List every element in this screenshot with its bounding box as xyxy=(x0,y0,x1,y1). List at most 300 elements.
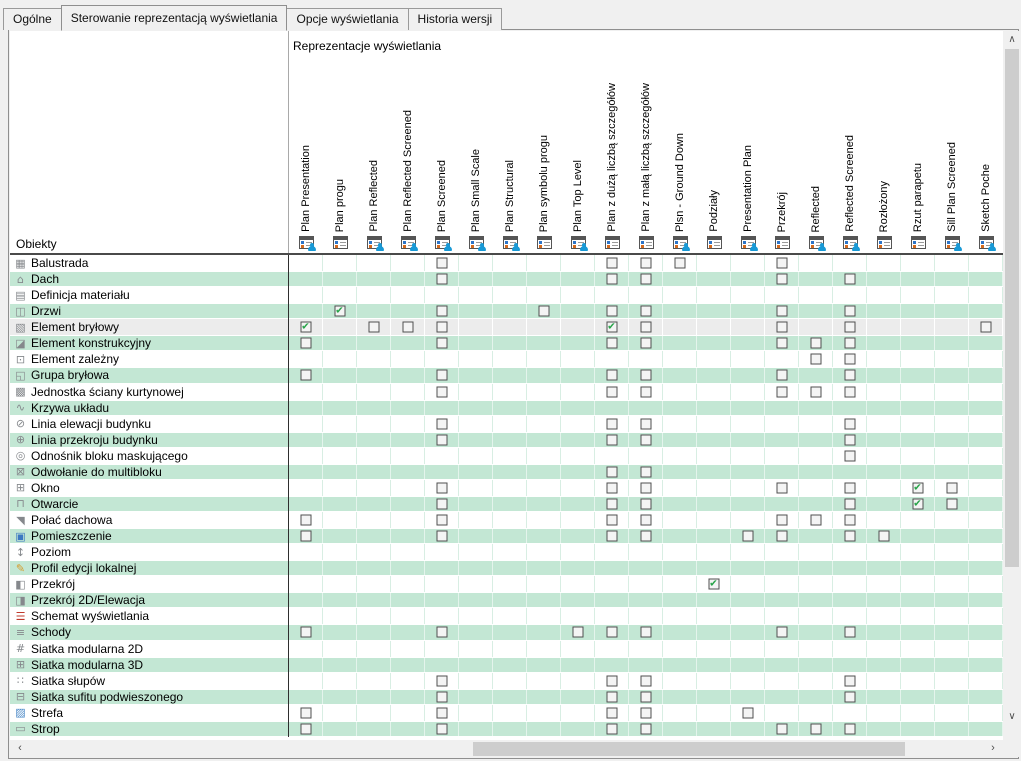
checkbox-linia-przekroju-budynku-plan-z-du-liczb-szczeg-w[interactable] xyxy=(606,434,617,445)
matrix-cell xyxy=(765,319,799,335)
checkbox-grupa-bry-owa-plan-z-du-liczb-szczeg-w[interactable] xyxy=(606,370,617,381)
checkbox-siatka-s-up-w-plan-z-du-liczb-szczeg-w[interactable] xyxy=(606,675,617,686)
matrix-cell xyxy=(969,416,1003,432)
checkbox-strop-przekr-j[interactable] xyxy=(776,723,787,734)
matrix-cell xyxy=(935,448,969,464)
matrix-cell xyxy=(799,544,833,560)
matrix-cell xyxy=(697,528,731,544)
matrix-cell xyxy=(527,560,561,576)
row-label-poziom[interactable] xyxy=(10,544,289,560)
checkbox-pomieszczenie-reflected-screened[interactable] xyxy=(844,531,855,542)
column-header-plan-structural[interactable] xyxy=(493,55,527,253)
definicja-materialu-icon: ▤ xyxy=(15,288,26,302)
checkbox-po-a-dachowa-plan-z-ma-liczb-szczeg-w[interactable] xyxy=(640,515,651,526)
matrix-cell xyxy=(289,416,323,432)
matrix-cell xyxy=(493,657,527,673)
checkbox-strop-plan-z-ma-liczb-szczeg-w[interactable] xyxy=(640,723,651,734)
checkbox-schody-plan-presentation[interactable] xyxy=(300,627,311,638)
matrix-cell xyxy=(867,624,901,640)
column-header-przekr-j[interactable] xyxy=(765,55,799,253)
checkbox-element-bry-owy-sketch-poche[interactable] xyxy=(980,322,991,333)
matrix-cell xyxy=(561,689,595,705)
tab-sterowanie-reprezentacj-wy-wietlania[interactable]: Sterowanie reprezentacją wyświetlania xyxy=(61,5,288,31)
checkbox-otwarcie-sill-plan-screened[interactable] xyxy=(946,498,957,509)
column-header-plan-z-du-liczb-szczeg-w[interactable] xyxy=(595,55,629,253)
checkbox-linia-przekroju-budynku-reflected-screened[interactable] xyxy=(844,434,855,445)
row-label-strop[interactable] xyxy=(10,721,289,737)
checkbox-element-konstrukcyjny-przekr-j[interactable] xyxy=(776,338,787,349)
checkbox-siatka-sufitu-podwieszonego-plan-screened[interactable] xyxy=(436,691,447,702)
row-label-definicja-materia-u[interactable] xyxy=(10,287,289,303)
matrix-cell xyxy=(901,641,935,657)
checkbox-pomieszczenie-plan-z-du-liczb-szczeg-w[interactable] xyxy=(606,531,617,542)
checkbox-odno-nik-bloku-maskuj-cego-reflected-screened[interactable] xyxy=(844,450,855,461)
matrix-cell xyxy=(697,416,731,432)
checkbox-grupa-bry-owa-plan-z-ma-liczb-szczeg-w[interactable] xyxy=(640,370,651,381)
row-label-element-bry-owy[interactable] xyxy=(10,319,289,335)
checkbox-element-konstrukcyjny-reflected-screened[interactable] xyxy=(844,338,855,349)
checkbox-drzwi-plan-symbolu-progu[interactable] xyxy=(538,306,549,317)
columns-header-zone xyxy=(289,31,1003,253)
row-label-odwo-anie-do-multibloku[interactable] xyxy=(10,464,289,480)
checkbox-balustrada-plan-z-ma-liczb-szczeg-w[interactable] xyxy=(640,258,651,269)
checkbox-strefa-plan-z-ma-liczb-szczeg-w[interactable] xyxy=(640,707,651,718)
matrix-cell xyxy=(799,608,833,624)
matrix-cell xyxy=(323,512,357,528)
matrix-cell xyxy=(935,287,969,303)
matrix-cell xyxy=(935,351,969,367)
matrix-cell xyxy=(799,560,833,576)
row-label-linia-elewacji-budynku[interactable] xyxy=(10,416,289,432)
column-header-plan-z-ma-liczb-szczeg-w[interactable] xyxy=(629,55,663,253)
checkbox-element-bry-owy-plan-z-du-liczb-szczeg-w[interactable]: ✔ xyxy=(607,321,616,333)
column-header-plan-small-scale[interactable] xyxy=(459,55,493,253)
checkbox-element-konstrukcyjny-plan-z-du-liczb-szczeg-w[interactable] xyxy=(606,338,617,349)
matrix-cell xyxy=(935,335,969,351)
column-header-plan-reflected[interactable] xyxy=(357,55,391,253)
row-label-strefa[interactable] xyxy=(10,705,289,721)
matrix-cell xyxy=(935,496,969,512)
matrix-cell xyxy=(969,496,1003,512)
matrix-cell xyxy=(629,448,663,464)
column-header-podzia-y[interactable] xyxy=(697,55,731,253)
scroll-left-icon[interactable]: ‹ xyxy=(18,742,22,754)
matrix-cell xyxy=(391,255,425,271)
checkbox-po-a-dachowa-przekr-j[interactable] xyxy=(776,515,787,526)
matrix-cell xyxy=(901,657,935,673)
balustrada-icon: ▦ xyxy=(15,256,26,270)
matrix-cell xyxy=(867,319,901,335)
checkbox-schody-plan-z-ma-liczb-szczeg-w[interactable] xyxy=(640,627,651,638)
checkbox-okno-plan-z-ma-liczb-szczeg-w[interactable] xyxy=(640,482,651,493)
matrix-cell xyxy=(357,496,391,512)
matrix-cell xyxy=(289,384,323,400)
checkbox-strop-reflected-screened[interactable] xyxy=(844,723,855,734)
checkbox-otwarcie-plan-screened[interactable] xyxy=(436,498,447,509)
matrix-cell xyxy=(289,496,323,512)
checkbox-linia-przekroju-budynku-plan-screened[interactable] xyxy=(436,434,447,445)
matrix-cell xyxy=(663,576,697,592)
matrix-cell xyxy=(867,303,901,319)
table-row-jednostka-ciany-kurtynowej xyxy=(10,384,1003,400)
matrix-cell xyxy=(493,335,527,351)
column-header-plan-progu[interactable] xyxy=(323,55,357,253)
checkbox-strefa-plan-presentation[interactable] xyxy=(300,707,311,718)
checkbox-drzwi-przekr-j[interactable] xyxy=(776,306,787,317)
matrix-cell xyxy=(629,255,663,271)
checkbox-siatka-sufitu-podwieszonego-plan-z-du-liczb-szczeg-w[interactable] xyxy=(606,691,617,702)
checkbox-linia-przekroju-budynku-plan-z-ma-liczb-szczeg-w[interactable] xyxy=(640,434,651,445)
row-label-jednostka-ciany-kurtynowej[interactable] xyxy=(10,384,289,400)
matrix-cell xyxy=(969,544,1003,560)
checkbox-drzwi-plan-z-du-liczb-szczeg-w[interactable] xyxy=(606,306,617,317)
column-header-roz-o-ony[interactable] xyxy=(867,55,901,253)
row-label-element-konstrukcyjny[interactable] xyxy=(10,335,289,351)
column-header-plan-screened[interactable] xyxy=(425,55,459,253)
column-header-presentation-plan[interactable] xyxy=(731,55,765,253)
checkbox-odwo-anie-do-multibloku-plan-z-ma-liczb-szczeg-w[interactable] xyxy=(640,466,651,477)
vertical-scrollbar[interactable] xyxy=(1004,31,1020,741)
checkbox-grupa-bry-owa-reflected-screened[interactable] xyxy=(844,370,855,381)
checkbox-po-a-dachowa-plan-presentation[interactable] xyxy=(300,515,311,526)
column-label: Rzut parapetu xyxy=(912,162,924,232)
checkbox-element-konstrukcyjny-reflected[interactable] xyxy=(810,338,821,349)
column-header-plan-top-level[interactable] xyxy=(561,55,595,253)
matrix-cell xyxy=(391,335,425,351)
checkbox-dach-reflected-screened[interactable] xyxy=(844,274,855,285)
checkbox-strop-plan-z-du-liczb-szczeg-w[interactable] xyxy=(606,723,617,734)
matrix-cell xyxy=(799,255,833,271)
column-header-reflected-screened[interactable] xyxy=(833,55,867,253)
tab-opcje-wy-wietlania[interactable]: Opcje wyświetlania xyxy=(286,8,408,30)
checkbox-balustrada-plan-z-du-liczb-szczeg-w[interactable] xyxy=(606,258,617,269)
row-label-dach[interactable] xyxy=(10,271,289,287)
checkbox-grupa-bry-owa-plan-presentation[interactable] xyxy=(300,370,311,381)
table-row-otwarcie xyxy=(10,496,1003,512)
matrix-cell xyxy=(595,528,629,544)
checkbox-element-zale-ny-reflected[interactable] xyxy=(810,354,821,365)
matrix-cell xyxy=(731,528,765,544)
checkbox-otwarcie-reflected-screened[interactable] xyxy=(844,498,855,509)
matrix-cell xyxy=(289,592,323,608)
checkbox-jednostka-ciany-kurtynowej-plan-z-du-liczb-szczeg-w[interactable] xyxy=(606,386,617,397)
checkbox-siatka-s-up-w-reflected-screened[interactable] xyxy=(844,675,855,686)
row-label-schemat-wy-wietlania[interactable] xyxy=(10,608,289,624)
matrix-cell xyxy=(765,255,799,271)
matrix-cell xyxy=(459,255,493,271)
checkbox-pomieszczenie-plan-screened[interactable] xyxy=(436,531,447,542)
checkbox-po-a-dachowa-reflected[interactable] xyxy=(810,515,821,526)
table-row-drzwi xyxy=(10,303,1003,319)
matrix-cell xyxy=(527,400,561,416)
row-label-okno[interactable] xyxy=(10,480,289,496)
checkbox-schody-plan-top-level[interactable] xyxy=(572,627,583,638)
checkbox-pomieszczenie-plan-presentation[interactable] xyxy=(300,531,311,542)
matrix-cell xyxy=(697,287,731,303)
row-label-text: Siatka modularna 3D xyxy=(31,657,144,672)
matrix-cell xyxy=(493,544,527,560)
matrix-cell xyxy=(969,673,1003,689)
matrix-cell xyxy=(561,721,595,737)
checkbox-otwarcie-plan-z-ma-liczb-szczeg-w[interactable] xyxy=(640,498,651,509)
checkbox-element-bry-owy-plan-z-ma-liczb-szczeg-w[interactable] xyxy=(640,322,651,333)
matrix-cell xyxy=(901,496,935,512)
row-label-siatka-modularna-2d[interactable] xyxy=(10,641,289,657)
row-label-siatka-s-up-w[interactable] xyxy=(10,673,289,689)
matrix-cell xyxy=(901,673,935,689)
matrix-cell xyxy=(459,464,493,480)
checkbox-okno-rzut-parapetu[interactable]: ✔ xyxy=(913,482,922,494)
checkbox-element-zale-ny-reflected-screened[interactable] xyxy=(844,354,855,365)
matrix-cell xyxy=(901,721,935,737)
checkbox-okno-sill-plan-screened[interactable] xyxy=(946,482,957,493)
scroll-down-icon[interactable]: ∨ xyxy=(1008,711,1016,722)
row-label-element-zale-ny[interactable] xyxy=(10,351,289,367)
matrix-cell xyxy=(391,657,425,673)
przekroj-2d-elewacja-icon: ◨ xyxy=(15,593,26,607)
row-label-przekr-j-2d-elewacja[interactable] xyxy=(10,592,289,608)
matrix-cell xyxy=(629,560,663,576)
checkbox-strefa-plan-screened[interactable] xyxy=(436,707,447,718)
matrix-cell xyxy=(357,641,391,657)
checkbox-dach-plan-screened[interactable] xyxy=(436,274,447,285)
matrix-cell xyxy=(731,271,765,287)
checkbox-drzwi-reflected-screened[interactable] xyxy=(844,306,855,317)
checkbox-grupa-bry-owa-przekr-j[interactable] xyxy=(776,370,787,381)
checkbox-balustrada-plsn-ground-down[interactable] xyxy=(674,258,685,269)
horizontal-scrollbar[interactable] xyxy=(10,741,1003,757)
matrix-cell xyxy=(391,287,425,303)
matrix-cell xyxy=(323,432,357,448)
checkbox-balustrada-plan-screened[interactable] xyxy=(436,258,447,269)
checkbox-drzwi-plan-z-ma-liczb-szczeg-w[interactable] xyxy=(640,306,651,317)
matrix-cell xyxy=(833,303,867,319)
matrix-cell xyxy=(765,271,799,287)
matrix-cell xyxy=(799,351,833,367)
matrix-cell xyxy=(629,608,663,624)
row-label-grupa-bry-owa[interactable] xyxy=(10,367,289,383)
checkbox-siatka-sufitu-podwieszonego-plan-z-ma-liczb-szczeg-w[interactable] xyxy=(640,691,651,702)
column-header-plan-symbolu-progu[interactable] xyxy=(527,55,561,253)
checkbox-element-bry-owy-plan-screened[interactable] xyxy=(436,322,447,333)
matrix-cell xyxy=(289,624,323,640)
checkbox-strefa-plan-z-du-liczb-szczeg-w[interactable] xyxy=(606,707,617,718)
matrix-cell xyxy=(867,528,901,544)
column-header-sill-plan-screened[interactable] xyxy=(935,55,969,253)
checkbox-element-konstrukcyjny-plan-z-ma-liczb-szczeg-w[interactable] xyxy=(640,338,651,349)
row-label-text: Element zależny xyxy=(31,352,120,367)
matrix-cell xyxy=(595,705,629,721)
checkbox-pomieszczenie-roz-o-ony[interactable] xyxy=(878,531,889,542)
matrix-cell xyxy=(391,721,425,737)
row-label-otwarcie[interactable] xyxy=(10,496,289,512)
scroll-up-icon[interactable]: ∧ xyxy=(1008,34,1016,45)
checkbox-schody-przekr-j[interactable] xyxy=(776,627,787,638)
checkbox-jednostka-ciany-kurtynowej-reflected-screened[interactable] xyxy=(844,386,855,397)
matrix-cell xyxy=(357,624,391,640)
matrix-cell xyxy=(765,641,799,657)
matrix-cell xyxy=(629,673,663,689)
checkbox-linia-elewacji-budynku-reflected-screened[interactable] xyxy=(844,418,855,429)
matrix-cell xyxy=(765,528,799,544)
matrix-cell xyxy=(561,303,595,319)
pomieszczenie-icon: ▣ xyxy=(15,529,26,543)
table-row-definicja-materia-u xyxy=(10,287,1003,303)
checkbox-linia-elewacji-budynku-plan-screened[interactable] xyxy=(436,418,447,429)
row-label-balustrada[interactable] xyxy=(10,255,289,271)
row-label-odno-nik-bloku-maskuj-cego[interactable] xyxy=(10,448,289,464)
checkbox-schody-plan-screened[interactable] xyxy=(436,627,447,638)
checkbox-element-bry-owy-przekr-j[interactable] xyxy=(776,322,787,333)
checkbox-element-bry-owy-plan-reflected-screened[interactable] xyxy=(402,322,413,333)
checkbox-element-bry-owy-plan-reflected[interactable] xyxy=(368,322,379,333)
checkbox-balustrada-przekr-j[interactable] xyxy=(776,258,787,269)
checkbox-schody-reflected-screened[interactable] xyxy=(844,627,855,638)
checkbox-okno-plan-screened[interactable] xyxy=(436,482,447,493)
column-header-plan-presentation[interactable] xyxy=(289,55,323,253)
matrix-cell xyxy=(561,576,595,592)
odwolanie-do-multibloku-icon: ⊠ xyxy=(15,465,26,479)
checkbox-jednostka-ciany-kurtynowej-plan-screened[interactable] xyxy=(436,386,447,397)
matrix-cell xyxy=(561,464,595,480)
checkbox-jednostka-ciany-kurtynowej-reflected[interactable] xyxy=(810,386,821,397)
row-label-text: Okno xyxy=(31,480,60,495)
column-header-plan-reflected-screened[interactable] xyxy=(391,55,425,253)
row-label-schody[interactable] xyxy=(10,624,289,640)
matrix-cell xyxy=(867,721,901,737)
checkbox-jednostka-ciany-kurtynowej-przekr-j[interactable] xyxy=(776,386,787,397)
matrix-cell xyxy=(323,400,357,416)
row-label-po-a-dachowa[interactable] xyxy=(10,512,289,528)
element-konstrukcyjny-icon: ◪ xyxy=(15,336,26,350)
checkbox-drzwi-plan-screened[interactable] xyxy=(436,306,447,317)
row-label-profil-edycji-lokalnej[interactable] xyxy=(10,560,289,576)
checkbox-przekr-j-podzia-y[interactable]: ✔ xyxy=(709,578,718,590)
matrix-cell xyxy=(731,608,765,624)
matrix-cell xyxy=(595,641,629,657)
checkbox-linia-elewacji-budynku-plan-z-ma-liczb-szczeg-w[interactable] xyxy=(640,418,651,429)
matrix-cell xyxy=(901,480,935,496)
krzywa-ukladu-icon: ∿ xyxy=(15,401,26,415)
checkbox-dach-plan-z-du-liczb-szczeg-w[interactable] xyxy=(606,274,617,285)
checkbox-po-a-dachowa-reflected-screened[interactable] xyxy=(844,515,855,526)
row-label-drzwi[interactable] xyxy=(10,303,289,319)
checkbox-strop-plan-presentation[interactable] xyxy=(300,723,311,734)
matrix-cell xyxy=(833,416,867,432)
matrix-cell xyxy=(595,448,629,464)
matrix-cell xyxy=(969,657,1003,673)
matrix-cell xyxy=(595,576,629,592)
matrix-cell xyxy=(323,351,357,367)
matrix-cell xyxy=(935,689,969,705)
checkbox-schody-plan-z-du-liczb-szczeg-w[interactable] xyxy=(606,627,617,638)
tab-historia-wersji[interactable]: Historia wersji xyxy=(408,8,503,30)
table-row-pomieszczenie xyxy=(10,528,1003,544)
checkbox-strop-plan-screened[interactable] xyxy=(436,723,447,734)
checkbox-odwo-anie-do-multibloku-plan-z-du-liczb-szczeg-w[interactable] xyxy=(606,466,617,477)
matrix-cell xyxy=(731,544,765,560)
checkbox-pomieszczenie-przekr-j[interactable] xyxy=(776,531,787,542)
column-header-plsn-ground-down[interactable] xyxy=(663,55,697,253)
table-row-linia-elewacji-budynku xyxy=(10,416,1003,432)
checkbox-okno-reflected-screened[interactable] xyxy=(844,482,855,493)
checkbox-pomieszczenie-presentation-plan[interactable] xyxy=(742,531,753,542)
checkbox-grupa-bry-owa-plan-screened[interactable] xyxy=(436,370,447,381)
checkbox-po-a-dachowa-plan-screened[interactable] xyxy=(436,515,447,526)
vertical-scrollbar-thumb[interactable] xyxy=(1005,49,1019,567)
matrix-cell xyxy=(493,512,527,528)
checkbox-strop-reflected[interactable] xyxy=(810,723,821,734)
matrix-cell xyxy=(833,624,867,640)
horizontal-scrollbar-thumb[interactable] xyxy=(473,742,905,756)
row-label-text: Siatka słupów xyxy=(31,673,106,688)
row-label-siatka-sufitu-podwieszonego[interactable] xyxy=(10,689,289,705)
tab-og-lne[interactable]: Ogólne xyxy=(3,8,62,30)
matrix-cell xyxy=(425,624,459,640)
checkbox-drzwi-plan-progu[interactable]: ✔ xyxy=(335,305,344,317)
matrix-cell xyxy=(901,560,935,576)
checkbox-siatka-s-up-w-plan-screened[interactable] xyxy=(436,675,447,686)
checkbox-pomieszczenie-plan-z-ma-liczb-szczeg-w[interactable] xyxy=(640,531,651,542)
row-label-text: Odnośnik bloku maskującego xyxy=(31,448,188,463)
column-header-sketch-poche[interactable] xyxy=(969,55,1003,253)
checkbox-element-konstrukcyjny-plan-screened[interactable] xyxy=(436,338,447,349)
scroll-right-icon[interactable]: › xyxy=(991,742,995,754)
matrix-cell xyxy=(833,351,867,367)
checkbox-otwarcie-plan-z-du-liczb-szczeg-w[interactable] xyxy=(606,498,617,509)
checkbox-element-bry-owy-plan-presentation[interactable]: ✔ xyxy=(301,321,310,333)
matrix-cell xyxy=(833,560,867,576)
matrix-cell xyxy=(663,641,697,657)
row-label-przekr-j[interactable] xyxy=(10,576,289,592)
matrix-cell xyxy=(459,367,493,383)
matrix-cell xyxy=(391,641,425,657)
row-label-siatka-modularna-3d[interactable] xyxy=(10,657,289,673)
checkbox-strefa-presentation-plan[interactable] xyxy=(742,707,753,718)
matrix-cell xyxy=(833,641,867,657)
checkbox-otwarcie-rzut-parapetu[interactable]: ✔ xyxy=(913,498,922,510)
checkbox-okno-przekr-j[interactable] xyxy=(776,482,787,493)
matrix-cell xyxy=(425,448,459,464)
checkbox-siatka-s-up-w-plan-z-ma-liczb-szczeg-w[interactable] xyxy=(640,675,651,686)
column-header-reflected[interactable] xyxy=(799,55,833,253)
matrix-cell xyxy=(595,464,629,480)
column-header-rzut-parapetu[interactable] xyxy=(901,55,935,253)
matrix-cell xyxy=(561,335,595,351)
matrix-cell xyxy=(595,721,629,737)
matrix-cell xyxy=(833,271,867,287)
matrix-cell xyxy=(867,673,901,689)
checkbox-element-konstrukcyjny-plan-presentation[interactable] xyxy=(300,338,311,349)
checkbox-dach-plan-z-ma-liczb-szczeg-w[interactable] xyxy=(640,274,651,285)
matrix-cell xyxy=(731,592,765,608)
person-overlay-icon xyxy=(478,243,486,251)
matrix-cell xyxy=(391,432,425,448)
checkbox-dach-przekr-j[interactable] xyxy=(776,274,787,285)
checkbox-linia-elewacji-budynku-plan-z-du-liczb-szczeg-w[interactable] xyxy=(606,418,617,429)
row-label-linia-przekroju-budynku[interactable] xyxy=(10,432,289,448)
row-label-pomieszczenie[interactable] xyxy=(10,528,289,544)
checkbox-jednostka-ciany-kurtynowej-plan-z-ma-liczb-szczeg-w[interactable] xyxy=(640,386,651,397)
row-label-krzywa-uk-adu[interactable] xyxy=(10,400,289,416)
checkbox-po-a-dachowa-plan-z-du-liczb-szczeg-w[interactable] xyxy=(606,515,617,526)
matrix-cell xyxy=(867,657,901,673)
checkbox-okno-plan-z-du-liczb-szczeg-w[interactable] xyxy=(606,482,617,493)
checkbox-element-bry-owy-reflected-screened[interactable] xyxy=(844,322,855,333)
display-representation-icon xyxy=(843,236,858,249)
matrix-cell xyxy=(765,608,799,624)
checkbox-siatka-sufitu-podwieszonego-reflected-screened[interactable] xyxy=(844,691,855,702)
